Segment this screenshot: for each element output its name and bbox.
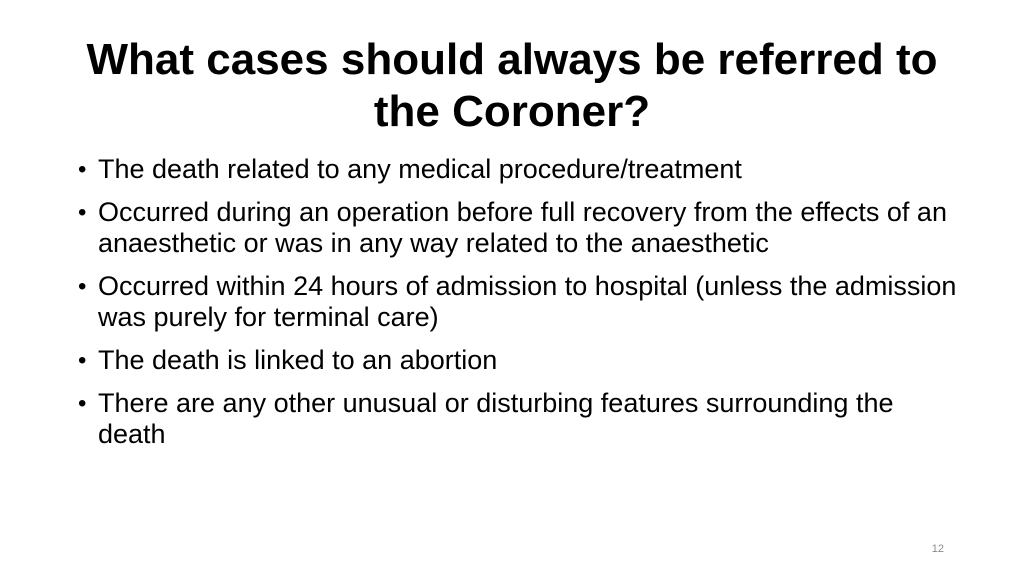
bullet-item	[78, 271, 958, 333]
bullet-icon: •	[78, 390, 87, 417]
bullet-text: Occurred during an operation before full recovery from the effects of an anaesthetic or was in any way related to the anaesthetic	[98, 197, 947, 258]
bullet-icon: •	[78, 273, 87, 300]
bullet-text: Occurred within 24 hours of admission to hospital (unless the admission was purely for terminal care)	[98, 271, 957, 332]
bullet-icon: •	[78, 199, 87, 226]
bullet-list	[78, 154, 958, 462]
slide-title: What cases should always be referred to the Coroner?	[86, 35, 938, 136]
bullet-text: The death is linked to an abortion	[98, 345, 498, 375]
bullet-item	[78, 154, 958, 185]
page-number: 12	[931, 543, 944, 555]
bullet-item	[78, 388, 958, 450]
bullet-item	[78, 197, 958, 259]
bullet-text: The death related to any medical procedure/treatment	[98, 154, 742, 184]
bullet-item	[78, 345, 958, 376]
bullet-text: There are any other unusual or disturbing features surrounding the death	[98, 388, 894, 449]
bullet-icon: •	[78, 156, 87, 183]
bullet-icon: •	[78, 347, 87, 374]
